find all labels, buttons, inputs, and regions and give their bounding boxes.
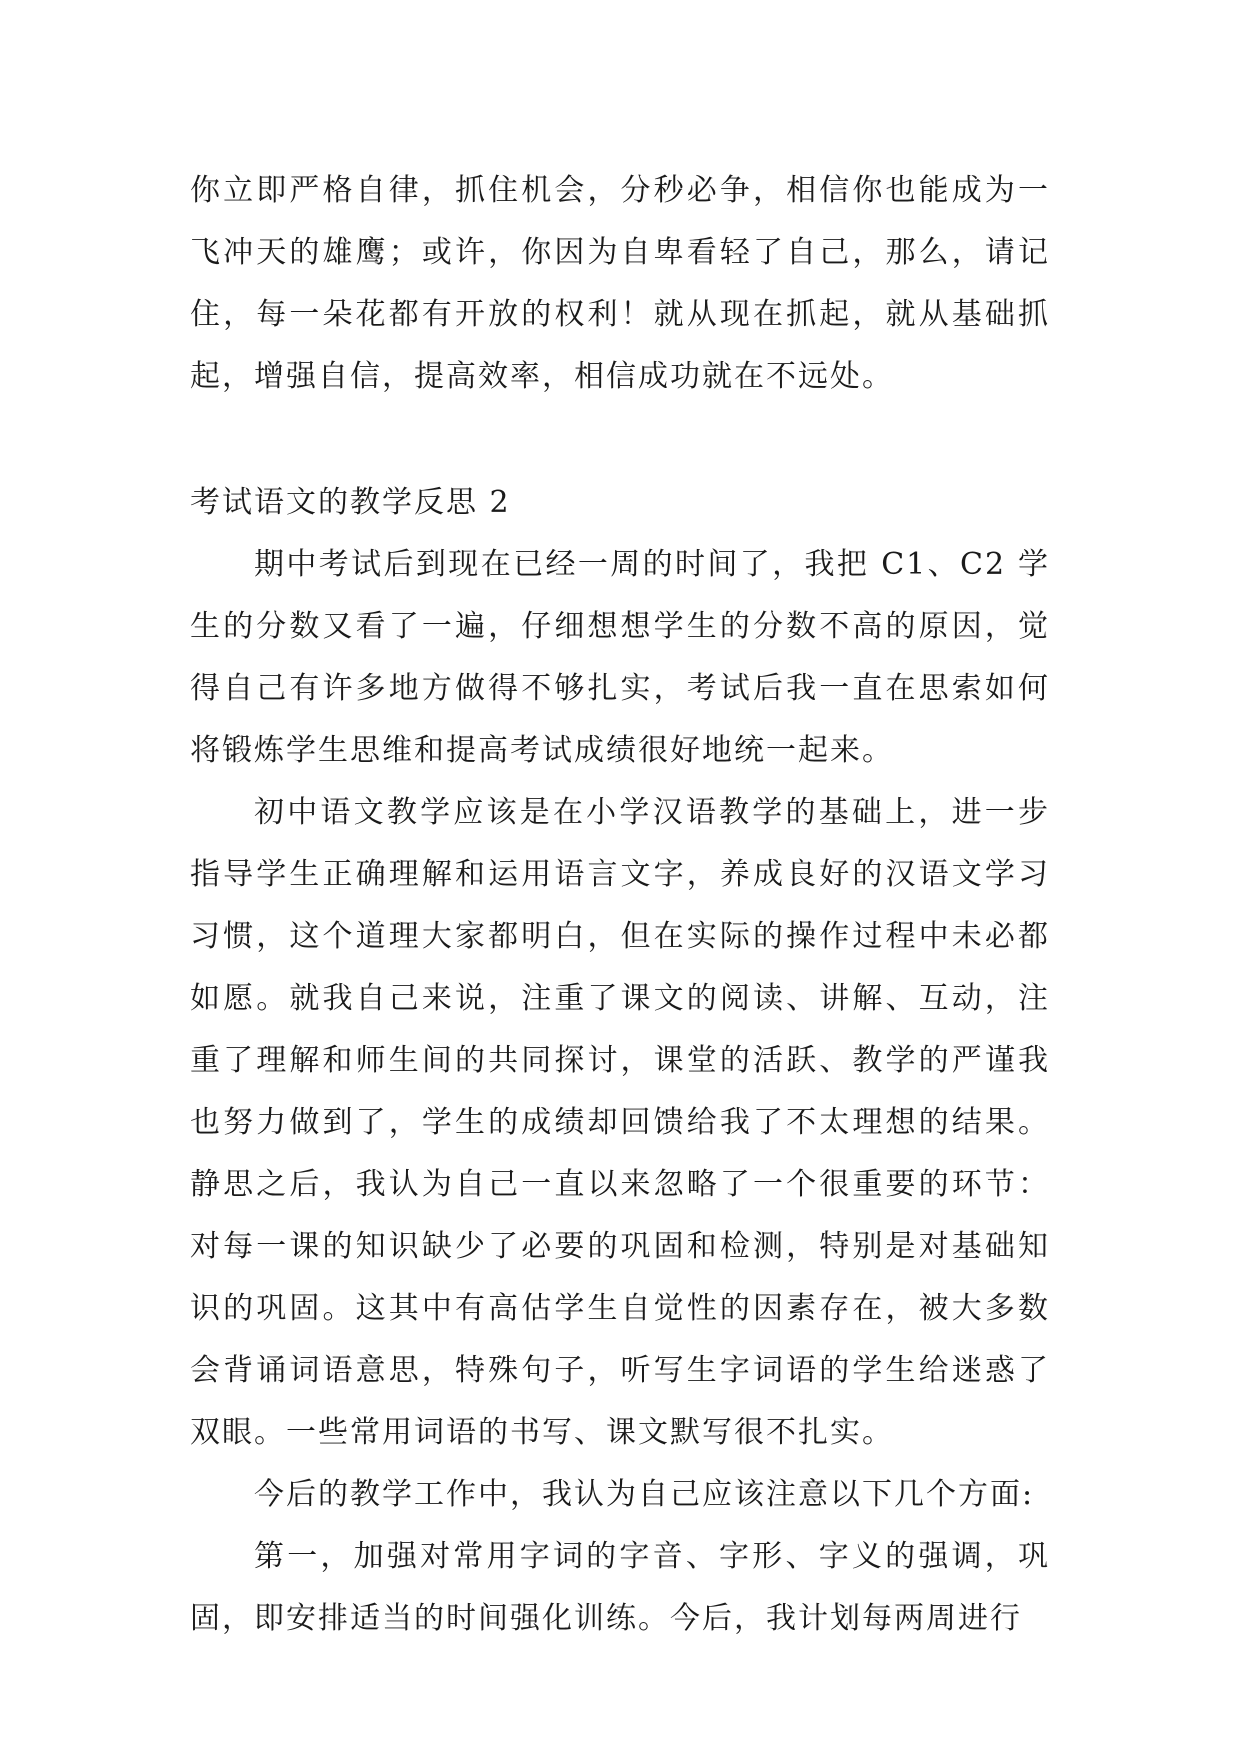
paragraph-2: 初中语文教学应该是在小学汉语教学的基础上，进一步指导学生正确理解和运用语言文字，养成良好的汉语文学习习惯，这个道理大家都明白，但在实际的操作过程中未必都如愿。就我自己来说，注重了课文的阅读、讲解、互动，注重了理解和师生间的共同探讨，课堂的活跃、教学的严谨我也努力做到了，学生的成绩却回馈给我了不太理想的结果。静思之后，我认为自己一直以来忽略了一个很重要的环节：对每一课的知识缺少了必要的巩固和检测，特别是对基础知识的巩固。这其中有高估学生自觉性的因素存在，被大多数会背诵词语意思，特殊句子，听写生字词语的学生给迷惑了双眼。一些常用词语的书写、课文默写很不扎实。	[190, 795, 1050, 1450]
paragraph-3: 今后的教学工作中，我认为自己应该注意以下几个方面:	[254, 1477, 1035, 1512]
document-body	[190, 160, 1050, 1650]
paragraph-1: 期中考试后到现在已经一周的时间了，我把 C1、C2 学生的分数又看了一遍，仔细想想学生的分数不高的原因，觉得自己有许多地方做得不够扎实，考试后我一直在思索如何将锻炼学生思维和提高考试成绩很好地统一起来。	[190, 547, 1050, 768]
continuation-paragraph: 你立即严格自律，抓住机会，分秒必争，相信你也能成为一飞冲天的雄鹰；或许，你因为自卑看轻了自己，那么，请记住，每一朵花都有开放的权利！就从现在抓起，就从基础抓起，增强自信，提高效率，相信成功就在不远处。	[190, 173, 1050, 394]
paragraph-4: 第一，加强对常用字词的字音、字形、字义的强调，巩固，即安排适当的时间强化训练。今后，我计划每两周进行	[190, 1539, 1050, 1636]
section-title: 考试语文的教学反思 2	[190, 485, 511, 520]
